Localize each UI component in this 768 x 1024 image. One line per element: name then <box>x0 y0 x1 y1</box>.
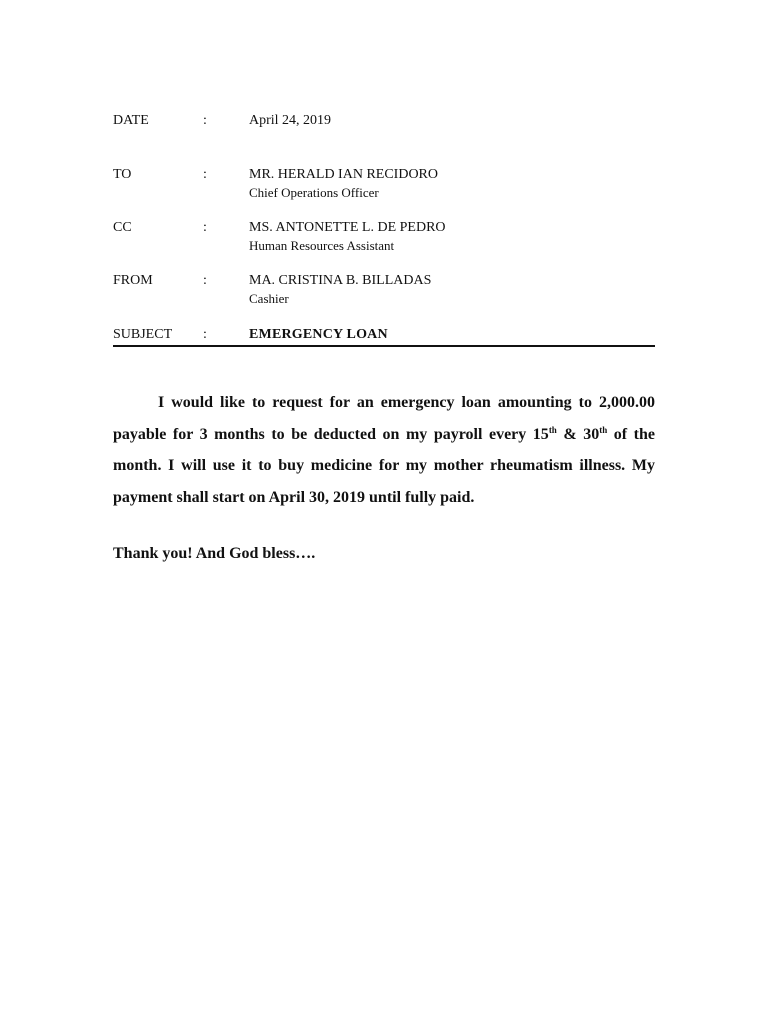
from-name: MA. CRISTINA B. BILLADAS <box>249 273 432 288</box>
cc-label: CC <box>113 220 132 235</box>
date-value: April 24, 2019 <box>249 113 332 128</box>
body-text-part2: & 30 <box>556 425 600 443</box>
body-text-part1: I would like to request for an emergency loan amounting to 2,000.00 payable for 3 months to be deducted on my payroll every 15 <box>113 394 655 443</box>
cc-colon: : <box>203 220 207 235</box>
cc-name: MS. ANTONETTE L. DE PEDRO <box>249 220 446 235</box>
to-recipient <box>249 166 438 201</box>
to-label: TO <box>113 167 132 182</box>
body-superscript-1: th <box>548 424 557 435</box>
cc-title: Human Resources Assistant <box>249 238 395 253</box>
body-text-part3: of the month. I will use it to buy medicine for my mother rheumatism illness. My payment shall start on April 30, 2019 until fully paid. <box>113 425 656 506</box>
body-superscript-2: th <box>599 424 608 435</box>
date-label: DATE <box>113 113 149 128</box>
body-paragraph <box>113 387 655 513</box>
from-title: Cashier <box>249 291 289 306</box>
subject-value: EMERGENCY LOAN <box>249 327 388 342</box>
to-colon: : <box>203 167 207 182</box>
subject-divider <box>113 345 655 347</box>
cc-recipient <box>249 219 446 254</box>
subject-colon: : <box>203 327 207 342</box>
from-sender <box>249 272 431 307</box>
to-name: MR. HERALD IAN RECIDORO <box>249 167 438 182</box>
date-colon: : <box>203 113 207 128</box>
from-label: FROM <box>113 273 153 288</box>
closing-line: Thank you! And God bless…. <box>113 545 316 562</box>
from-colon: : <box>203 273 207 288</box>
subject-label: SUBJECT <box>113 327 173 342</box>
to-title: Chief Operations Officer <box>249 185 379 200</box>
